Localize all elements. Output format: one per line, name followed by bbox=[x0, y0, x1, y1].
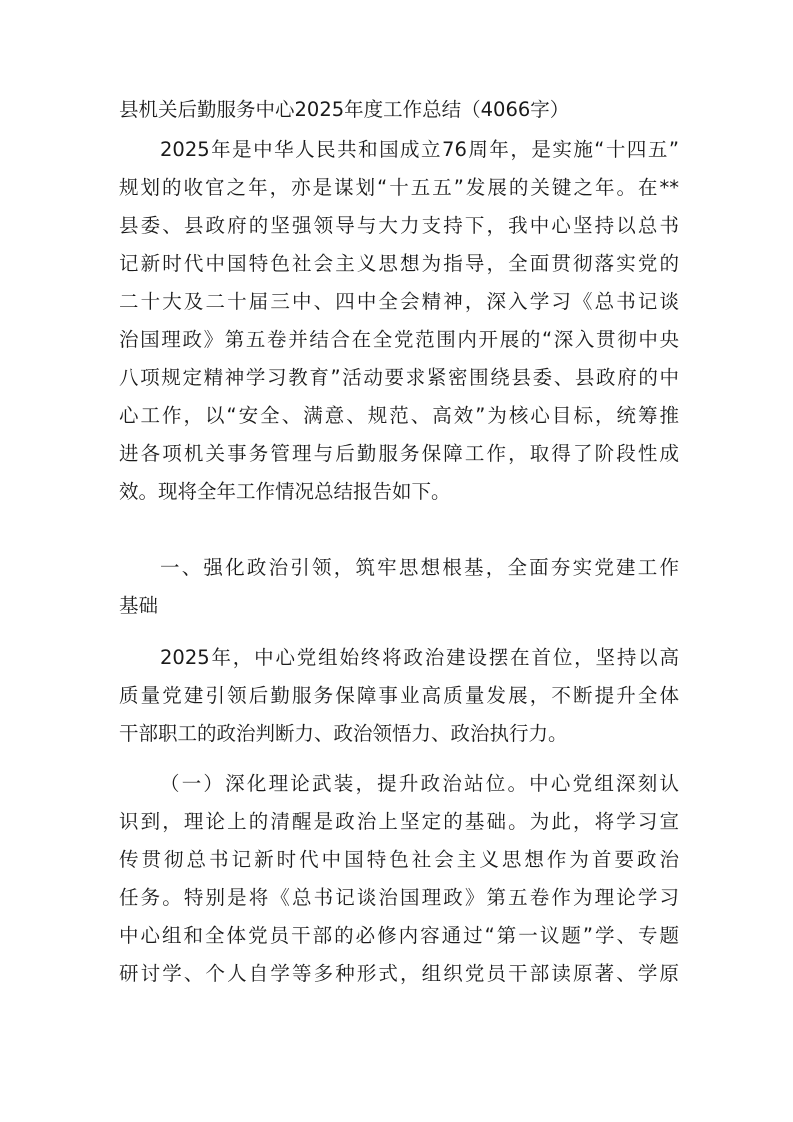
paragraph-line: 2025年是中华人民共和国成立76周年，是实施“十四五” bbox=[160, 138, 679, 161]
paragraph-line: 2025年，中心党组始终将政治建设摆在首位，坚持以高 bbox=[160, 646, 679, 669]
section-heading: 基础 bbox=[119, 594, 159, 617]
paragraph-line: 二十大及二十届三中、四中全会精神，深入学习《总书记谈 bbox=[119, 290, 679, 313]
paragraph-line: 记新时代中国特色社会主义思想为指导，全面贯彻落实党的 bbox=[119, 252, 679, 275]
paragraph-line: 质量党建引领后勤服务保障事业高质量发展，不断提升全体 bbox=[119, 684, 679, 707]
paragraph-line: 进各项机关事务管理与后勤服务保障工作，取得了阶段性成 bbox=[119, 442, 679, 465]
section-heading: 一、强化政治引领，筑牢思想根基，全面夯实党建工作 bbox=[160, 556, 679, 579]
paragraph-line: 心工作，以“安全、满意、规范、高效”为核心目标，统筹推 bbox=[119, 404, 679, 427]
paragraph-line: 识到，理论上的清醒是政治上坚定的基础。为此，将学习宣 bbox=[119, 810, 679, 833]
paragraph-line: 八项规定精神学习教育”活动要求紧密围绕县委、县政府的中 bbox=[119, 366, 679, 389]
paragraph-line: 中心组和全体党员干部的必修内容通过“第一议题”学、专题 bbox=[119, 924, 679, 947]
document-title: 县机关后勤服务中心2025年度工作总结（4066字） bbox=[119, 98, 570, 121]
paragraph-line: 县委、县政府的坚强领导与大力支持下，我中心坚持以总书 bbox=[119, 214, 679, 237]
paragraph-line: 研讨学、个人自学等多种形式，组织党员干部读原著、学原 bbox=[119, 962, 679, 985]
paragraph-line: 任务。特别是将《总书记谈治国理政》第五卷作为理论学习 bbox=[119, 886, 679, 909]
paragraph-line: 干部职工的政治判断力、政治领悟力、政治执行力。 bbox=[119, 722, 568, 745]
paragraph-line: （一）深化理论武装，提升政治站位。中心党组深刻认 bbox=[160, 772, 679, 795]
paragraph-line: 效。现将全年工作情况总结报告如下。 bbox=[119, 480, 451, 503]
paragraph-line: 规划的收官之年，亦是谋划“十五五”发展的关键之年。在** bbox=[119, 176, 679, 199]
paragraph-line: 治国理政》第五卷并结合在全党范围内开展的“深入贯彻中央 bbox=[119, 328, 679, 351]
paragraph-line: 传贯彻总书记新时代中国特色社会主义思想作为首要政治 bbox=[119, 848, 679, 871]
